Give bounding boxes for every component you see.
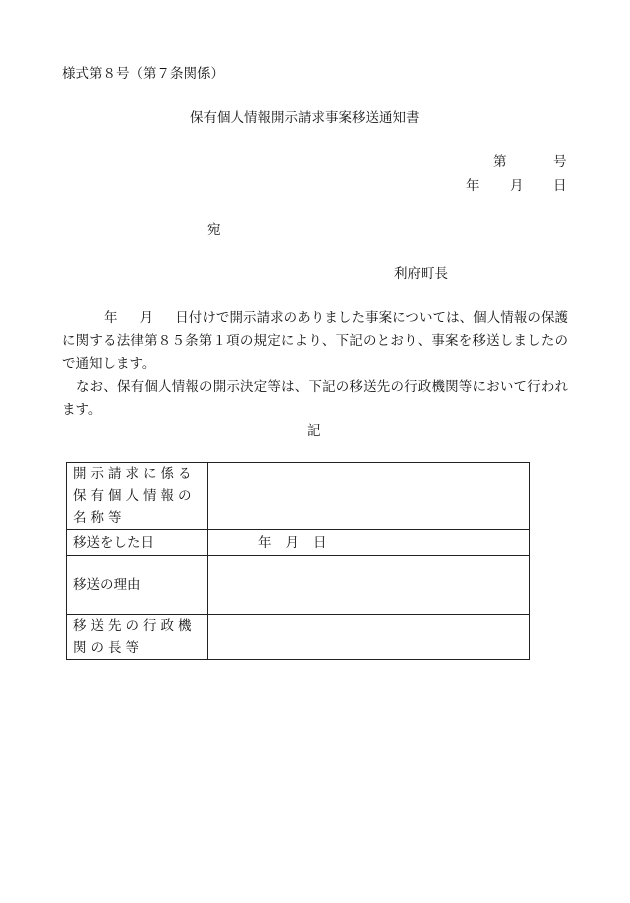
doc-number-prefix: 第 (493, 154, 507, 170)
table-row (67, 530, 530, 556)
doc-number-suffix: 号 (553, 154, 567, 170)
transfer-date-month: 月 (285, 534, 299, 551)
date-day: 日 (553, 178, 567, 194)
body-year: 年 (104, 310, 118, 326)
transfer-date-year: 年 (258, 534, 272, 551)
table-row (67, 463, 530, 530)
row-value-reason (208, 556, 530, 615)
body-rest: 日付けで開示請求のありました事案については、個人情報の保護に関する法律第８５条第１項の規定により、下記のとおり、事案を移送しましたので通知します。 (62, 310, 569, 372)
date-year: 年 (466, 178, 480, 194)
body-month: 月 (139, 310, 154, 326)
table-row (67, 615, 530, 660)
row-value-transfer-date (208, 530, 530, 556)
addressee: 宛 (207, 222, 221, 238)
document-title: 保有個人情報開示請求事案移送通知書 (190, 110, 420, 126)
row-value-info-name (208, 463, 530, 530)
record-table (66, 462, 530, 660)
row-value-destination (208, 615, 530, 660)
row-label-reason: 移送の理由 (67, 556, 208, 615)
ki-heading: 記 (307, 423, 321, 439)
body-paragraph-1 (62, 307, 568, 376)
row-label-info-name: 開示請求に係る保有個人情報の名称等 (67, 463, 208, 530)
date-month: 月 (510, 178, 524, 194)
body-paragraph-2: なお、保有個人情報の開示決定等は、下記の移送先の行政機関等において行われます。 (62, 379, 568, 418)
sender: 利府町長 (394, 266, 448, 282)
transfer-date-day: 日 (313, 534, 327, 551)
body-text (62, 307, 568, 422)
table-row (67, 556, 530, 615)
form-number: 様式第８号（第７条関係） (62, 66, 224, 82)
row-label-transfer-date: 移送をした日 (67, 530, 208, 556)
row-label-destination: 移送先の行政機関の長等 (67, 615, 208, 660)
